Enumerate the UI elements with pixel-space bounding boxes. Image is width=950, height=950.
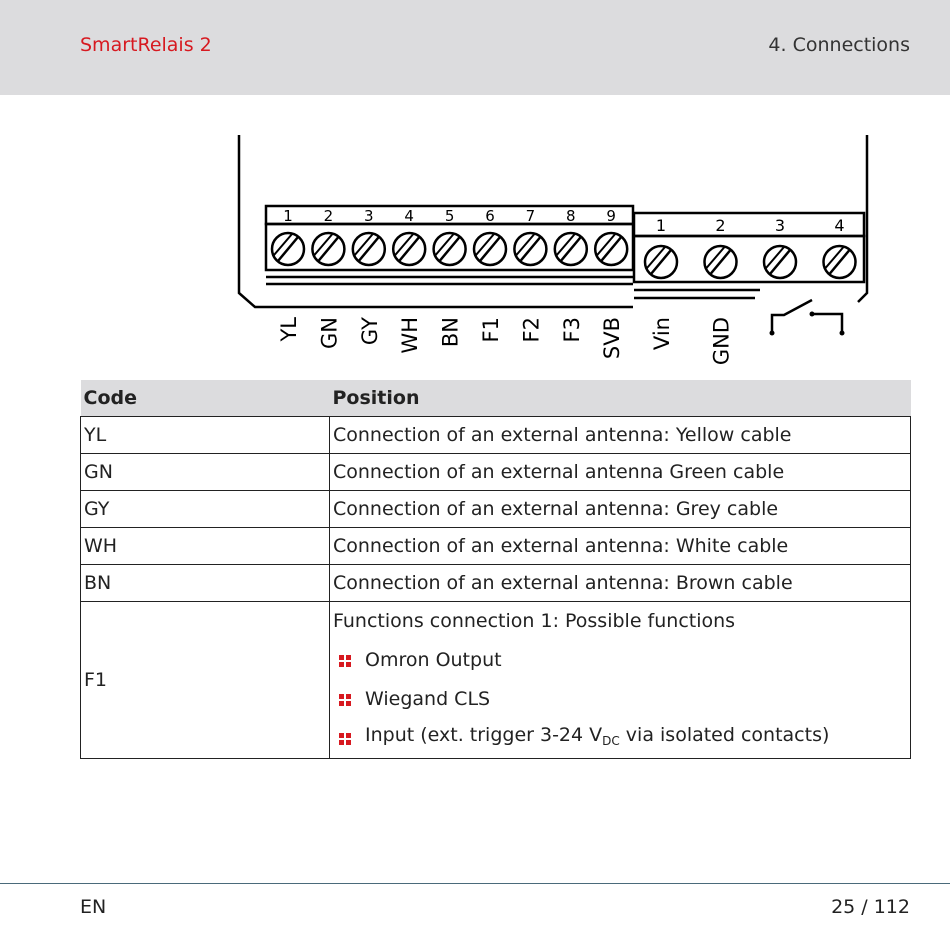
terminal-function-label: F2 [519,317,544,343]
terminal-function-label: BN [438,317,463,348]
table-row [81,528,911,565]
footer-divider [0,883,950,884]
terminal-function-label: Vin [650,317,674,351]
function-label: Omron Output [365,649,502,671]
terminal-number-label: 9 [606,207,616,225]
switch-terminal-dot [840,331,845,336]
section-title: 4. Connections [768,34,910,56]
relay-switch-icon [770,300,845,336]
header-code: Code [81,380,330,417]
input-text-post: via isolated contacts) [619,724,830,746]
screw-slot [359,237,379,261]
footer-page-number: 25 / 112 [831,896,910,918]
terminal-block-right [634,213,864,298]
terminal-function-label: GY [357,317,382,346]
terminal-function-label: YL [277,317,301,342]
function-label [365,716,829,761]
table-row [81,417,911,454]
footer-language: EN [80,896,107,918]
terminal-diagram-svg [0,95,950,380]
table-row [81,565,911,602]
terminal-number-label: 7 [525,207,536,225]
screw-slot [561,237,581,261]
terminal-number-label: 2 [323,207,334,225]
bullet-square-icon [339,733,351,745]
terminal-number-label: 6 [485,207,495,225]
screw-slot [601,237,621,261]
screw-slot [278,237,298,261]
row-code: GN [81,454,330,491]
switch-terminal-dot [770,331,775,336]
terminal-right-number-strip [634,213,864,236]
terminal-number-label: 5 [444,207,455,225]
screw-slot [440,237,460,261]
terminal-block-left [266,206,633,284]
terminal-function-label: GND [709,317,734,366]
terminal-labels-left [277,317,624,359]
row-position: Connection of an external antenna: White cable [330,528,911,565]
code-table [80,380,911,759]
screw-slot [399,237,419,261]
page-header [0,0,950,95]
row-code: GY [81,491,330,528]
row-code: BN [81,565,330,602]
switch-contact [812,314,842,333]
terminal-number-label: 4 [834,216,845,235]
row-position-functions [330,602,911,759]
bullet-square-icon [339,655,351,667]
function-bullet-item [333,719,907,758]
screw-slot [830,250,850,274]
input-text-pre: Input (ext. trigger 3-24 V [365,724,603,746]
terminal-function-label: F1 [479,317,503,343]
terminal-function-label: SVB [600,317,625,360]
terminal-number-label: 3 [364,207,374,225]
terminal-number-label: 4 [404,207,414,225]
table-header-row [81,380,911,417]
brand-title: SmartRelais 2 [80,34,212,56]
terminal-function-label: WH [398,317,423,354]
functions-intro: Functions connection 1: Possible functions [333,610,736,632]
input-subscript: DC [602,734,620,748]
terminal-number-label: 3 [774,216,786,235]
terminal-labels-right [650,317,734,365]
terminal-function-label: F3 [559,317,584,343]
row-position: Connection of an external antenna Green cable [330,454,911,491]
table-row-f1 [81,602,911,759]
terminal-function-label: GN [317,317,342,349]
row-position: Connection of an external antenna: Yellow cable [330,417,911,454]
row-position: Connection of an external antenna: Brown cable [330,565,911,602]
housing-outline-right [858,135,867,302]
screw-slot [318,237,338,261]
switch-terminal-dot [810,312,815,317]
table-row [81,454,911,491]
row-position: Connection of an external antenna: Grey cable [330,491,911,528]
function-bullet-item [333,680,907,719]
terminal-number-label: 1 [655,216,667,235]
header-position: Position [330,380,911,417]
screw-slot [651,250,671,274]
screw-slot [520,237,540,261]
function-label: Wiegand CLS [365,688,491,710]
screw-slot [711,250,731,274]
screw-slot [770,250,790,274]
table-row [81,491,911,528]
terminal-number-label: 2 [715,216,726,235]
function-bullet-item [333,641,907,680]
terminal-number-label: 8 [566,207,576,225]
switch-contact [772,300,812,333]
screw-slot [480,237,500,261]
terminal-number-label: 1 [283,207,293,225]
row-code: YL [81,417,330,454]
row-code: F1 [81,602,330,759]
bullet-square-icon [339,694,351,706]
connection-diagram [0,95,950,380]
row-code: WH [81,528,330,565]
